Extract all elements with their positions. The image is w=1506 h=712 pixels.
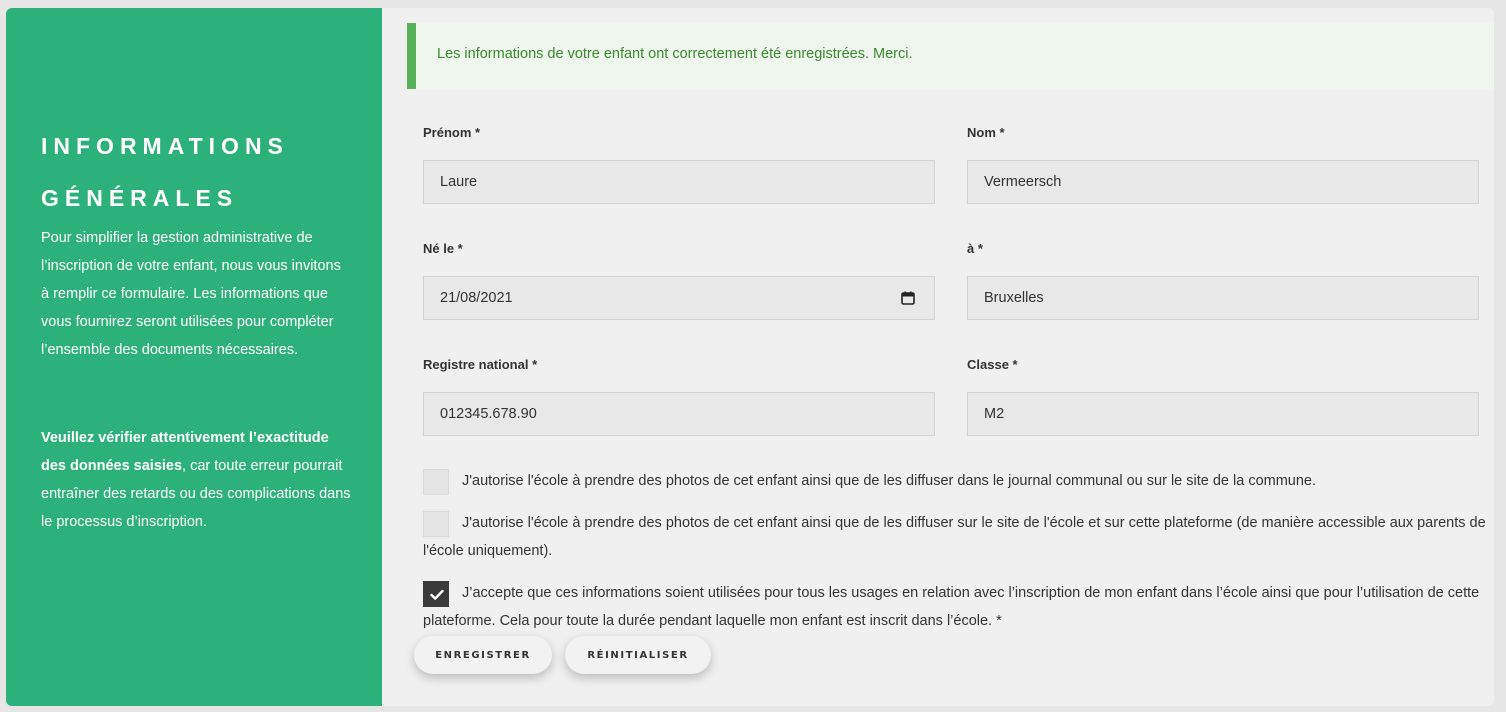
registre-label: Registre national * (423, 357, 538, 372)
sidebar-title: INFORMATIONS GÉNÉRALES (41, 133, 289, 211)
form-card (6, 8, 1494, 706)
consent-photo-commune-label: J'autorise l'école à prendre des photos de cet enfant ainsi que de les diffuser dans le journal communal ou sur le site de la commune. (462, 473, 1317, 489)
classe-label: Classe * (967, 357, 1018, 372)
classe-select[interactable] (967, 392, 1479, 436)
prenom-label: Prénom * (423, 125, 481, 140)
birthplace-input[interactable] (967, 276, 1479, 320)
birthdate-input[interactable] (423, 276, 935, 320)
sidebar-intro-text: Pour simplifier la gestion administrative de l’inscription de votre enfant, nous vous invitons à remplir ce formulaire. Les informations que vous fournirez seront utilisées pour compléter l’ensemble des documents nécessaires. (41, 230, 341, 358)
success-alert (407, 23, 1494, 89)
consent-photo-school-label: J'autorise l'école à prendre des photos de cet enfant ainsi que de les diffuser sur le site de l'école et sur cette plateforme (de manière accessible aux parents de l'école uniquement). (423, 515, 1486, 559)
classe-value: M2 (984, 406, 1005, 422)
birthplace-label: à * (967, 241, 983, 256)
nom-input[interactable] (967, 160, 1479, 204)
birthdate-value: 21/08/2021 (440, 290, 513, 306)
nom-label: Nom * (967, 125, 1005, 140)
prenom-value: Laure (440, 174, 478, 190)
sidebar-warning-bold: Veuillez vérifier attentivement l’exactitude des données saisies (41, 430, 329, 474)
registre-value: 012345.678.90 (440, 406, 537, 422)
save-button[interactable]: ENREGISTRER (414, 636, 552, 674)
birthplace-value: Bruxelles (984, 290, 1044, 306)
registre-input[interactable] (423, 392, 935, 436)
consent-data-usage-label: J’accepte que ces informations soient utilisées pour tous les usages en relation avec l’inscription de mon enfant dans l’école ainsi que pour l’utilisation de cette plateforme. Cela pour toute la durée pendant laquelle mon enfant est inscrit dans l’école. * (423, 585, 1480, 629)
birthdate-label: Né le * (423, 241, 463, 256)
success-message: Les informations de votre enfant ont correctement été enregistrées. Merci. (437, 46, 913, 62)
prenom-input[interactable] (423, 160, 935, 204)
calendar-icon[interactable] (901, 291, 915, 305)
sidebar-warning-text (41, 424, 351, 536)
nom-value: Vermeersch (984, 174, 1062, 190)
sidebar-warning-rest: , car toute erreur pourrait entraîner des retards ou des complications dans le processus d’inscription. (41, 458, 351, 530)
info-sidebar (6, 8, 382, 706)
reset-button[interactable]: RÉINITIALISER (565, 636, 711, 674)
